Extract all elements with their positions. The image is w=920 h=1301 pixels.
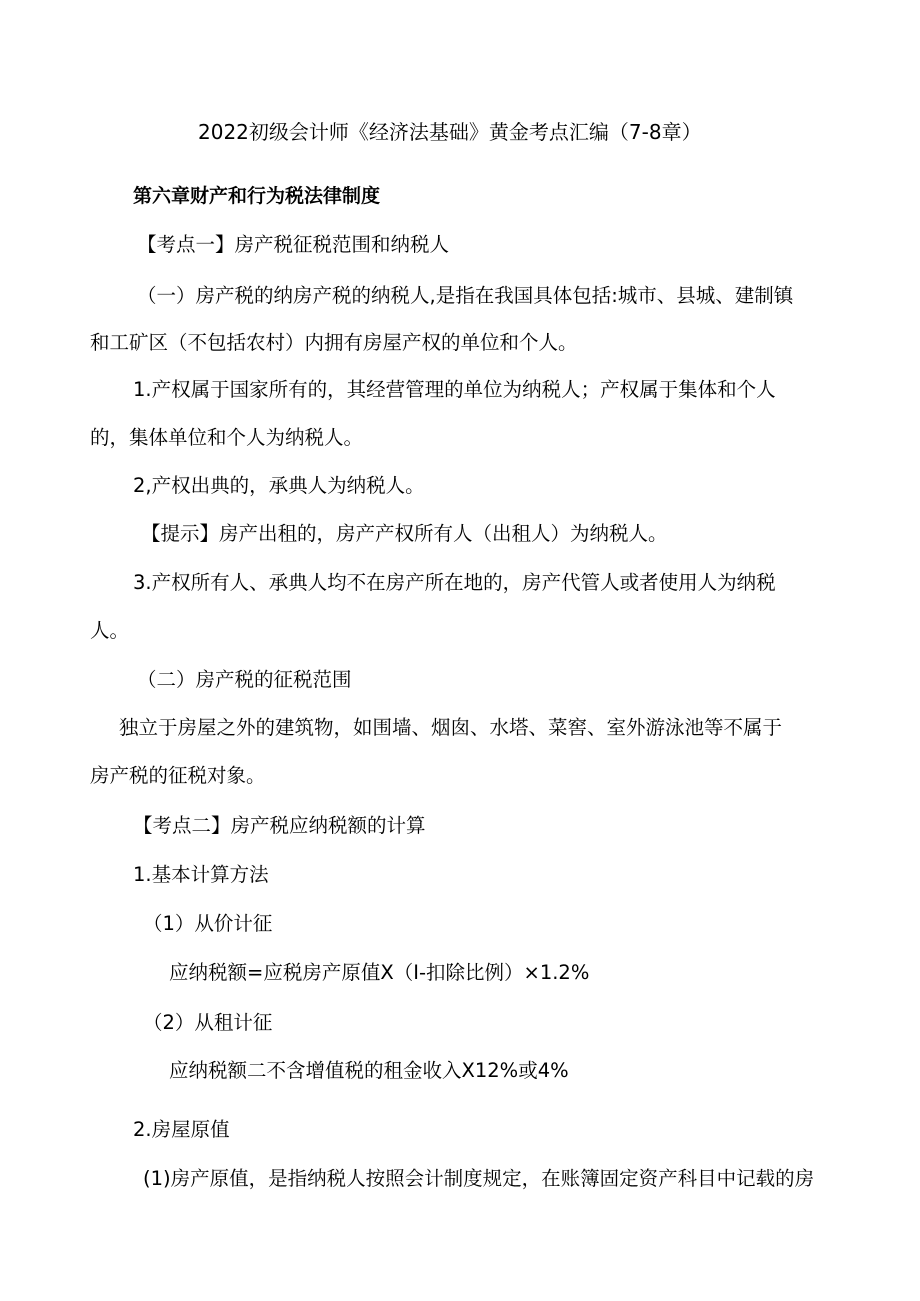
paragraph-line: 人。 [90,619,130,642]
paragraph-line: (1)房产原值，是指纳税人按照会计制度规定，在账簿固定资产科目中记载的房 [143,1167,815,1190]
section-heading-scope: （二）房产税的征税范围 [137,668,352,691]
paragraph-line: 房产税的征税对象。 [90,764,266,787]
section-heading-kaodian-1: 【考点一】房产税征税范围和纳税人 [137,233,450,256]
subheading-line: （2）从租计征 [143,1011,273,1034]
paragraph-line: 独立于房屋之外的建筑物，如围墙、烟囱、水塔、菜窖、室外游泳池等不属于 [119,716,783,739]
chapter-heading: 第六章财产和行为税法律制度 [133,185,381,207]
paragraph-line: 2,产权出典的，承典人为纳税人。 [133,474,425,497]
paragraph-line: 的，集体单位和个人为纳税人。 [90,426,364,449]
paragraph-line: 3.产权所有人、承典人均不在房产所在地的，房产代管人或者使用人为纳税 [133,571,776,594]
subheading-line: 1.基本计算方法 [133,863,269,886]
subheading-line: 2.房屋原值 [133,1118,230,1141]
paragraph-line: 1.产权属于国家所有的，其经营管理的单位为纳税人；产权属于集体和个人 [133,378,776,401]
formula-line: 应纳税额二不含增值税的租金收入X12%或4% [169,1059,569,1082]
section-heading-kaodian-2: 【考点二】房产税应纳税额的计算 [133,814,426,837]
tip-line: 【提示】房产出租的，房产产权所有人（出租人）为纳税人。 [141,522,668,545]
paragraph-line: 和工矿区（不包括农村）内拥有房屋产权的单位和个人。 [90,331,578,354]
document-title: 2022初级会计师《经济法基础》黄金考点汇编（7-8章） [198,120,702,144]
formula-line: 应纳税额=应税房产原值X（I-扣除比例）×1.2% [169,961,590,984]
paragraph-line: （一）房产税的纳房产税的纳税人,是指在我国具体包括:城市、县城、建制镇 [137,284,794,307]
subheading-line: （1）从价计征 [143,912,273,935]
